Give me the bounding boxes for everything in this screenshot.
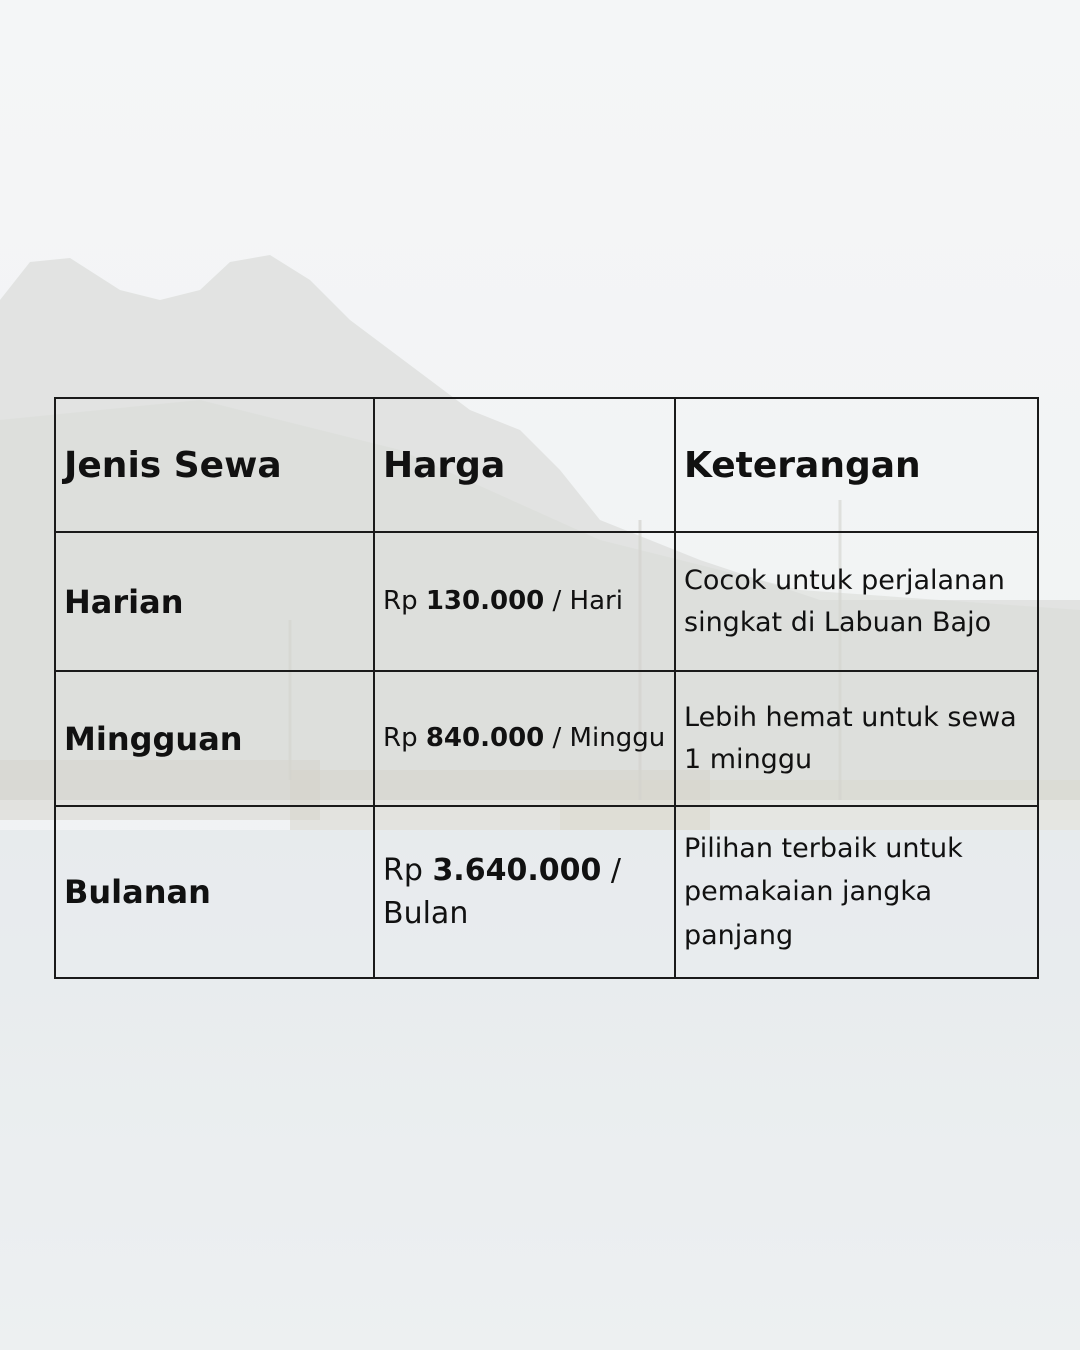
price-monthly — [374, 806, 675, 978]
price-unit: / Minggu — [544, 722, 666, 753]
rental-type-weekly: Mingguan — [55, 671, 374, 806]
rental-price-table-container — [54, 397, 1037, 979]
rental-price-table — [54, 397, 1039, 979]
description-monthly: Pilihan terbaik untuk pemakaian jangka panjang — [675, 806, 1038, 978]
price-prefix: Rp — [383, 722, 426, 753]
price-prefix: Rp — [383, 585, 426, 616]
header-price: Harga — [374, 398, 675, 532]
header-description: Keterangan — [675, 398, 1038, 532]
rental-type-daily: Harian — [55, 532, 374, 671]
price-prefix: Rp — [383, 852, 433, 888]
table-row — [55, 806, 1038, 978]
description-daily: Cocok untuk perjalanan singkat di Labuan Bajo — [675, 532, 1038, 671]
price-unit: / Hari — [544, 585, 623, 616]
rental-type-monthly: Bulanan — [55, 806, 374, 978]
description-weekly: Lebih hemat untuk sewa 1 minggu — [675, 671, 1038, 806]
table-row — [55, 671, 1038, 806]
price-amount: 840.000 — [425, 722, 545, 753]
price-daily — [374, 532, 675, 671]
table-row — [55, 532, 1038, 671]
price-unit: / Bulan — [383, 852, 622, 931]
price-weekly — [374, 671, 675, 806]
table-header-row — [55, 398, 1038, 532]
price-amount: 130.000 — [425, 585, 545, 616]
price-amount: 3.640.000 — [432, 852, 602, 888]
header-rental-type: Jenis Sewa — [55, 398, 374, 532]
